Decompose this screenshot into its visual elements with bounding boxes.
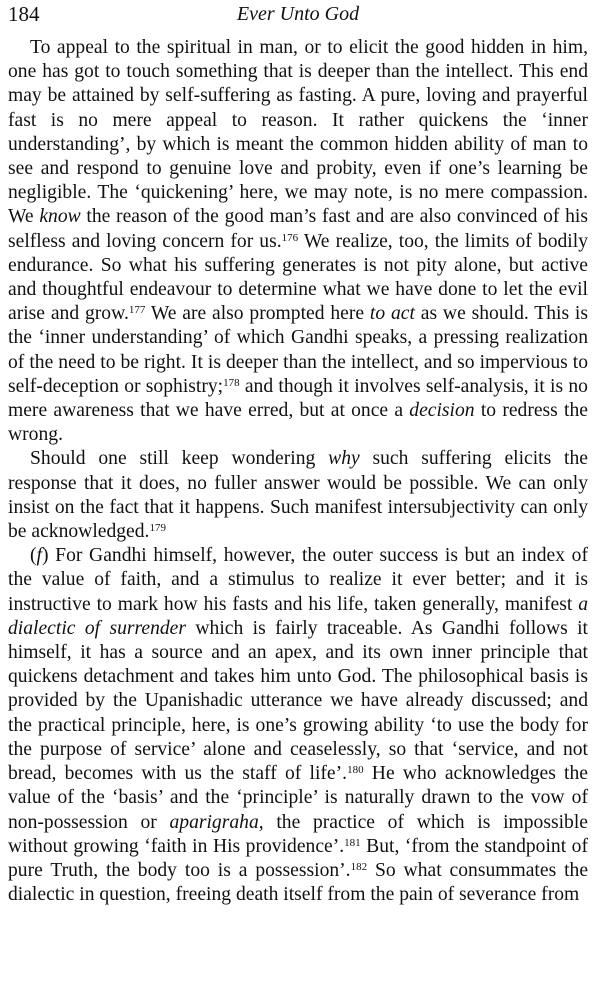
text-run: ) For Gandhi himself, however, the outer success is but an index of the value of faith, and a stimulus to realize it ever better; and it is instructive to mark how his fasts and his life, taken generally, manifest: [8, 545, 588, 615]
italic-text: to act: [369, 303, 415, 325]
text-run: We realize, too, the limits of bodily endurance. So what his suffering generates is not pity alone, but active and thoughtful endeavour to determine what we have done to let the evil arise and grow.: [8, 230, 588, 325]
text-run: which is fairly traceable. As Gandhi follows it himself, it has a source and an apex, and its own inner principle that quickens detachment and takes him unto God. The philosophical basis is provided by the Upanishadic utterance we have already discussed; and the practical principle, here, is one’s growing ability ‘to use the body for the purpose of service’ alone and ceaselessly, so that ‘service, and not bread, becomes with us the staff of life’.: [8, 617, 588, 785]
page-number: 184: [8, 2, 40, 26]
footnote-ref: 178: [223, 376, 240, 389]
text-run: (: [30, 545, 37, 567]
footnote-ref: 180: [347, 764, 364, 777]
text-run: , the practice of which is impossible without growing ‘faith in His providence’.: [8, 811, 588, 857]
text-run: such suffering elicits the response that it does, no fuller answer would be possible. We can only insist on the fact that it happens. Such manifest intersubjectivity can only be acknowledged.: [8, 448, 588, 543]
paragraph: [8, 36, 588, 447]
footnote-ref: 181: [344, 836, 361, 849]
footnote-ref: 179: [149, 522, 166, 535]
text-run: So what consummates the dialectic in question, freeing death itself from the pain of severance from: [8, 859, 589, 906]
text-run: Should one still keep wondering: [30, 448, 329, 470]
text-run: to redress the wrong.: [8, 400, 588, 446]
italic-text: why: [328, 448, 360, 470]
footnote-ref: 182: [350, 860, 368, 873]
text-run: He who acknowledges the value of the ‘basis’ and the ‘principle’ is naturally drawn to the vow of non-possession or: [8, 763, 588, 833]
italic-text: a dialectic of surrender: [8, 593, 588, 639]
paragraph: [8, 544, 588, 907]
text-run: We are also prompted here: [145, 303, 370, 325]
text-run: But, ‘from the standpoint of pure Truth, the body too is a possession’.: [8, 835, 588, 881]
italic-text: decision: [409, 400, 475, 422]
text-run: and though it involves self-analysis, it is no mere awareness that we have erred, but at once a: [8, 375, 588, 422]
text-run: as we should. This is the ‘inner understanding’ of which Gandhi speaks, a pressing realization of the need to be right. It is deeper than the intellect, and so impervious to self-deception or sophistry;: [8, 303, 588, 397]
footnote-ref: 176: [281, 231, 299, 244]
running-title: Ever Unto God: [236, 3, 360, 25]
italic-text: aparigraha: [169, 811, 259, 833]
body-text: [8, 36, 588, 907]
italic-text: know: [39, 206, 81, 228]
footnote-ref: 177: [128, 304, 146, 317]
italic-text: f: [36, 545, 42, 567]
text-run: the reason of the good man’s fast and are also convinced of his selfless and loving concern for us.: [8, 206, 588, 252]
text-run: To appeal to the spiritual in man, or to elicit the good hidden in him, one has got to touch something that is deeper than the intellect. This end may be attained by self-suffering as fasting. A pure, loving and prayerful fast is no mere appeal to reason. It rather quickens the ‘inner understanding’, by which is meant the common hidden ability of man to see and respond to genuine love and probity, even if one’s learning be negligible. The ‘quickening’ here, we may note, is no mere compassion. We: [8, 37, 588, 228]
paragraph: [8, 447, 588, 544]
page-header: [8, 2, 588, 30]
